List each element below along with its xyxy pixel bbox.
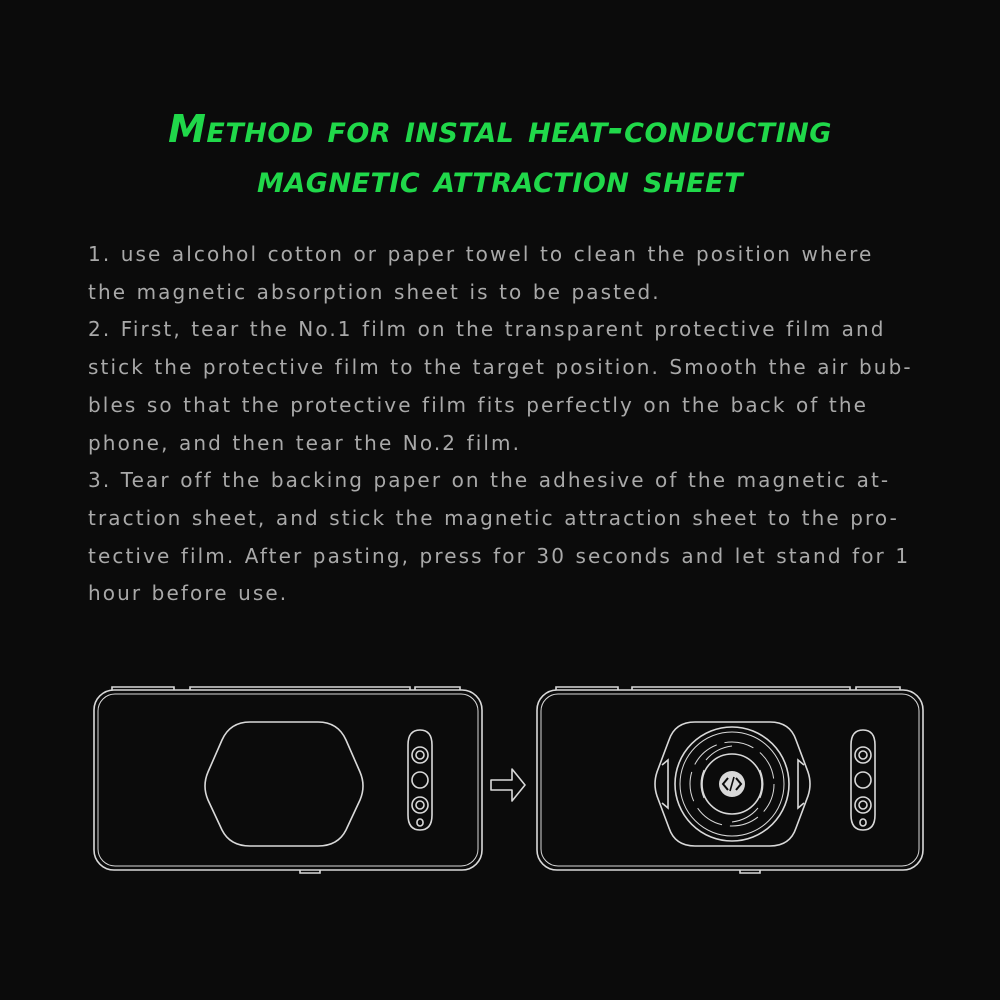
instruction-line: stick the protective film to the target position. Smooth the air bub-: [88, 355, 913, 380]
instruction-line: traction sheet, and stick the magnetic attraction sheet to the pro-: [88, 505, 899, 530]
hexagon-protective-film-outline: [205, 722, 363, 846]
title-line-2: magnetic attraction sheet: [256, 157, 743, 201]
instruction-text: [88, 236, 958, 613]
code-brackets-icon: [719, 771, 745, 797]
instruction-line: tective film. After pasting, press for 30 seconds and let stand for 1: [88, 543, 911, 568]
instruction-line: phone, and then tear the No.2 film.: [88, 430, 522, 455]
page-title: [0, 104, 1000, 204]
phone-after-camera-icon: [851, 730, 875, 830]
phone-before-camera-icon: [408, 730, 432, 830]
instruction-line: bles so that the protective film fits perfectly on the back of the: [88, 392, 869, 417]
installation-diagram-svg: [0, 670, 1000, 890]
instruction-line: hour before use.: [88, 581, 289, 606]
instruction-line: 1. use alcohol cotton or paper towel to clean the position where: [88, 242, 874, 266]
instruction-line: the magnetic absorption sheet is to be pasted.: [88, 279, 661, 304]
installation-diagram: [0, 670, 1000, 890]
phone-before-illustration: [94, 687, 482, 873]
instruction-line: 3. Tear off the backing paper on the adhesive of the magnetic at-: [88, 468, 891, 493]
title-line-1: Method for instal heat-conducting: [168, 107, 832, 151]
instruction-line: 2. First, tear the No.1 film on the transparent protective film and: [88, 317, 886, 342]
right-arrow-outline-icon: [491, 769, 525, 801]
